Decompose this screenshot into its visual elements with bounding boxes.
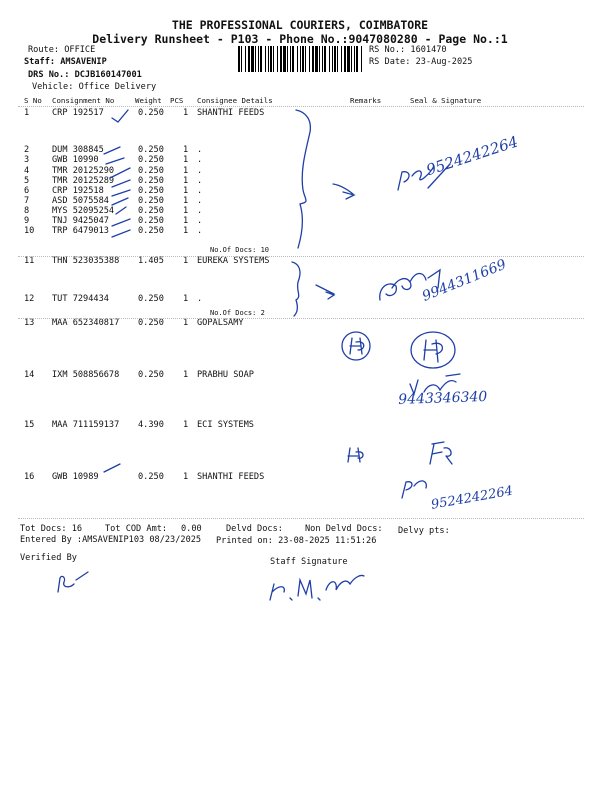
barcode-bar xyxy=(341,46,342,72)
barcode-bar xyxy=(309,46,310,72)
row-sno: 11 xyxy=(24,256,35,266)
col-pcs: PCS xyxy=(170,96,184,105)
barcode-bar xyxy=(356,46,358,72)
barcode-bar xyxy=(258,46,259,72)
row-consignee: SHANTHI FEEDS xyxy=(197,472,265,482)
row-pieces: 1 xyxy=(183,420,189,430)
total-cod-label: Tot COD Amt: xyxy=(105,524,168,534)
route-label: Route: OFFICE xyxy=(28,45,96,55)
row-weight: 0.250 xyxy=(138,206,164,216)
staff-signature-ink xyxy=(270,575,364,600)
brace-mark xyxy=(292,262,300,316)
barcode-bar xyxy=(241,46,242,72)
col-weight: Weight xyxy=(135,96,162,105)
barcode-bar xyxy=(337,46,338,72)
barcode-bar xyxy=(344,46,346,72)
row-pieces: 1 xyxy=(183,155,189,165)
row-weight: 0.250 xyxy=(138,294,164,304)
row-consignment-number: TMR 20125290 xyxy=(52,166,115,176)
barcode-bar xyxy=(273,46,274,72)
row-weight: 0.250 xyxy=(138,186,164,196)
tick-mark xyxy=(112,198,128,205)
row-consignment-number: ASD 5075584 xyxy=(52,196,109,206)
barcode-bar xyxy=(300,46,301,72)
barcode-bar xyxy=(260,46,262,72)
row-pieces: 1 xyxy=(183,472,189,482)
barcode xyxy=(238,46,364,72)
row-pieces: 1 xyxy=(183,294,189,304)
vehicle-label: Vehicle: Office Delivery xyxy=(32,82,157,92)
handwritten-phone: 9524242264 xyxy=(430,483,515,513)
barcode-bar xyxy=(354,46,355,72)
row-pieces: 1 xyxy=(183,370,189,380)
tick-mark xyxy=(112,219,130,226)
verified-by-label: Verified By xyxy=(20,553,77,563)
barcode-bar xyxy=(245,46,246,72)
col-remarks: Remarks xyxy=(350,96,382,105)
signature-mark xyxy=(430,442,452,464)
barcode-bar xyxy=(268,46,269,72)
row-consignment-number: TRP 6479013 xyxy=(52,226,109,236)
row-pieces: 1 xyxy=(183,166,189,176)
row-consignee: . xyxy=(197,176,203,186)
row-separator xyxy=(18,318,584,319)
row-consignment-number: CRP 192517 xyxy=(52,108,104,118)
row-consignee: . xyxy=(197,155,203,165)
barcode-bar xyxy=(292,46,294,72)
row-pieces: 1 xyxy=(183,226,189,236)
barcode-bar xyxy=(290,46,291,72)
barcode-bar xyxy=(361,46,362,72)
row-weight: 0.250 xyxy=(138,155,164,165)
barcode-bar xyxy=(332,46,333,72)
row-consignee: EUREKA SYSTEMS xyxy=(197,256,270,266)
group-docs-count: No.Of Docs: 10 xyxy=(210,246,270,254)
delivery-points: Delvy pts: xyxy=(398,526,450,536)
row-sno: 16 xyxy=(24,472,35,482)
drs-number: DRS No.: DCJB160147001 xyxy=(28,70,142,80)
rs-number: RS No.: 1601470 xyxy=(369,45,447,55)
barcode-bar xyxy=(347,46,350,72)
signature-mark xyxy=(424,340,442,362)
row-consignee: . xyxy=(197,294,203,304)
total-docs: Tot Docs: 16 xyxy=(20,524,83,534)
row-sno: 5 xyxy=(24,176,30,186)
row-consignee: . xyxy=(197,196,203,206)
row-pieces: 1 xyxy=(183,108,189,118)
row-sno: 14 xyxy=(24,370,35,380)
row-sno: 3 xyxy=(24,155,30,165)
signature-mark xyxy=(402,481,426,498)
row-weight: 0.250 xyxy=(138,176,164,186)
arrow-mark xyxy=(316,285,334,299)
row-consignment-number: TMR 20125289 xyxy=(52,176,115,186)
row-consignee: . xyxy=(197,145,203,155)
row-pieces: 1 xyxy=(183,206,189,216)
row-sno: 2 xyxy=(24,145,30,155)
barcode-bar xyxy=(265,46,266,72)
row-consignment-number: GWB 10989 xyxy=(52,472,99,482)
row-consignee: . xyxy=(197,166,203,176)
row-weight: 0.250 xyxy=(138,318,164,328)
row-sno: 12 xyxy=(24,294,35,304)
row-separator xyxy=(18,518,584,519)
tick-mark xyxy=(116,207,126,214)
total-cod-value: 0.00 xyxy=(181,524,202,534)
row-consignment-number: CRP 192518 xyxy=(52,186,104,196)
stamp-circle xyxy=(342,332,370,360)
barcode-bar xyxy=(324,46,326,72)
row-sno: 1 xyxy=(24,108,30,118)
brace-mark xyxy=(296,110,310,248)
runsheet-title: Delivery Runsheet - P103 - Phone No.:9047080280 - Page No.:1 xyxy=(92,32,508,46)
barcode-bar xyxy=(251,46,254,72)
row-consignment-number: MAA 711159137 xyxy=(52,420,120,430)
row-consignee: ECI SYSTEMS xyxy=(197,420,254,430)
verified-signature xyxy=(58,572,88,592)
row-consignment-number: IXM 508856678 xyxy=(52,370,120,380)
barcode-bar xyxy=(238,46,240,72)
row-weight: 0.250 xyxy=(138,145,164,155)
barcode-bar xyxy=(255,46,256,72)
row-consignee: SHANTHI FEEDS xyxy=(197,108,265,118)
barcode-bar xyxy=(322,46,323,72)
tick-mark xyxy=(104,464,120,472)
row-consignment-number: MAA 652340817 xyxy=(52,318,120,328)
group-docs-count: No.Of Docs: 2 xyxy=(210,309,265,317)
arrow-mark xyxy=(333,184,354,199)
tick-mark xyxy=(106,158,124,164)
row-consignment-number: GWB 10990 xyxy=(52,155,99,165)
row-sno: 13 xyxy=(24,318,35,328)
delivered-docs: Delvd Docs: xyxy=(226,524,283,534)
row-pieces: 1 xyxy=(183,256,189,266)
barcode-bar xyxy=(270,46,272,72)
row-consignment-number: THN 523035388 xyxy=(52,256,120,266)
staff-signature-label: Staff Signature xyxy=(270,557,348,567)
col-sno: S No xyxy=(24,96,42,105)
signature-mark xyxy=(348,448,363,462)
row-consignee: . xyxy=(197,216,203,226)
signature-mark xyxy=(350,338,364,354)
barcode-bar xyxy=(351,46,352,72)
row-weight: 0.250 xyxy=(138,370,164,380)
row-consignee: . xyxy=(197,226,203,236)
row-sno: 8 xyxy=(24,206,30,216)
row-pieces: 1 xyxy=(183,318,189,328)
row-sno: 4 xyxy=(24,166,30,176)
barcode-bar xyxy=(305,46,306,72)
stamp-circle xyxy=(411,332,455,368)
col-seal-signature: Seal & Signature xyxy=(410,96,482,105)
col-consignment: Consignment No xyxy=(52,96,115,105)
barcode-bar xyxy=(280,46,282,72)
row-consignee: PRABHU SOAP xyxy=(197,370,254,380)
rs-date: RS Date: 23-Aug-2025 xyxy=(369,57,473,67)
row-weight: 4.390 xyxy=(138,420,164,430)
row-sno: 9 xyxy=(24,216,30,226)
row-sno: 7 xyxy=(24,196,30,206)
tick-mark xyxy=(112,110,128,122)
barcode-bar xyxy=(329,46,330,72)
barcode-bar xyxy=(277,46,278,72)
row-sno: 10 xyxy=(24,226,35,236)
row-sno: 6 xyxy=(24,186,30,196)
staff-label: Staff: AMSAVENIP xyxy=(24,57,107,67)
row-pieces: 1 xyxy=(183,145,189,155)
handwritten-phone: 9524242264 xyxy=(424,132,521,180)
company-name: THE PROFESSIONAL COURIERS, COIMBATORE xyxy=(171,18,429,32)
col-consignee: Consignee Details xyxy=(197,96,273,105)
row-pieces: 1 xyxy=(183,196,189,206)
barcode-bar xyxy=(334,46,336,72)
barcode-bar xyxy=(302,46,304,72)
row-weight: 1.405 xyxy=(138,256,164,266)
row-weight: 0.250 xyxy=(138,166,164,176)
row-pieces: 1 xyxy=(183,176,189,186)
barcode-bar xyxy=(319,46,320,72)
barcode-bar xyxy=(297,46,298,72)
tick-mark xyxy=(112,180,130,187)
row-consignment-number: TNJ 9425047 xyxy=(52,216,109,226)
tick-mark xyxy=(112,190,130,196)
row-pieces: 1 xyxy=(183,216,189,226)
row-consignment-number: MYS 52095254 xyxy=(52,206,115,216)
row-sno: 15 xyxy=(24,420,35,430)
printed-on: Printed on: 23-08-2025 11:51:26 xyxy=(216,536,377,546)
row-weight: 0.250 xyxy=(138,108,164,118)
row-weight: 0.250 xyxy=(138,472,164,482)
tick-mark xyxy=(112,230,130,237)
entered-by: Entered By :AMSAVENIP103 08/23/2025 xyxy=(20,535,202,545)
row-separator xyxy=(18,106,584,107)
handwritten-phone: 9944311669 xyxy=(420,256,509,305)
tick-mark xyxy=(104,147,120,154)
row-weight: 0.250 xyxy=(138,196,164,206)
barcode-bar xyxy=(248,46,250,72)
row-weight: 0.250 xyxy=(138,216,164,226)
row-consignee: . xyxy=(197,206,203,216)
barcode-bar xyxy=(287,46,288,72)
row-consignment-number: TUT 7294434 xyxy=(52,294,109,304)
non-delivered-docs: Non Delvd Docs: xyxy=(305,524,383,534)
barcode-bar xyxy=(312,46,314,72)
barcode-bar xyxy=(315,46,318,72)
row-consignee: . xyxy=(197,186,203,196)
handwritten-phone: 9443346340 xyxy=(398,388,488,408)
row-consignment-number: DUM 308845 xyxy=(52,145,104,155)
barcode-bar xyxy=(283,46,286,72)
row-weight: 0.250 xyxy=(138,226,164,236)
row-consignee: GOPALSAMY xyxy=(197,318,244,328)
row-pieces: 1 xyxy=(183,186,189,196)
